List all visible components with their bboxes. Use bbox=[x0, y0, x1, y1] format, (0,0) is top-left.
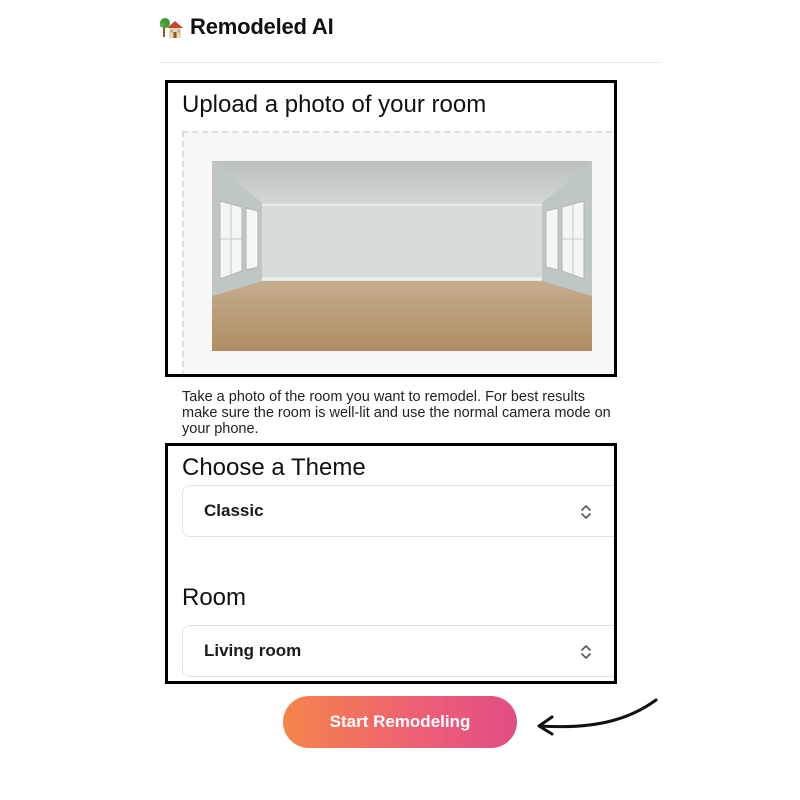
chevron-up-down-icon bbox=[579, 502, 593, 522]
photo-dropzone[interactable] bbox=[182, 131, 617, 377]
theme-title: Choose a Theme bbox=[182, 454, 366, 481]
upload-section bbox=[165, 80, 617, 377]
room-photo bbox=[212, 161, 592, 351]
app-header bbox=[160, 12, 333, 42]
upload-title: Upload a photo of your room bbox=[182, 91, 487, 118]
curved-arrow-icon bbox=[530, 690, 665, 740]
app-title: Remodeled AI bbox=[190, 14, 334, 39]
theme-select[interactable] bbox=[182, 485, 617, 537]
upload-helper-text: Take a photo of the room you want to remodel. For best results make sure the room is well-lit and use the normal camera mode on your phone. bbox=[182, 389, 611, 437]
start-remodeling-button[interactable]: Start Remodeling bbox=[283, 696, 517, 748]
room-select[interactable] bbox=[182, 625, 617, 677]
room-title: Room bbox=[182, 584, 247, 611]
theme-select-value: Classic bbox=[204, 501, 264, 520]
header-divider bbox=[160, 62, 660, 63]
house-with-tree-icon bbox=[160, 15, 184, 39]
settings-section bbox=[165, 443, 617, 684]
room-select-value: Living room bbox=[204, 641, 302, 660]
chevron-up-down-icon bbox=[579, 642, 593, 662]
